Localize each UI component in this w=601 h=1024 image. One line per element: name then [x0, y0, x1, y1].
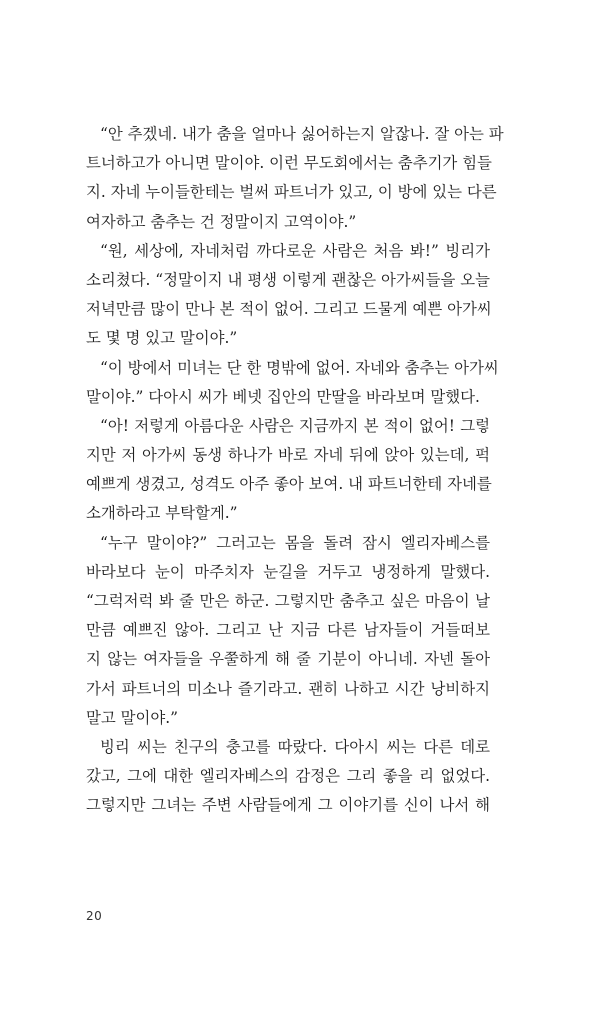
body-text: [86, 120, 504, 821]
text-line: 지. 자네 누이들한테는 벌써 파트너가 있고, 이 방에 있는 다른: [86, 183, 497, 202]
text-line: 예쁘게 생겼고, 성격도 아주 좋아 보여. 내 파트너한테 자네를: [86, 475, 492, 494]
page-number: 20: [86, 909, 103, 923]
text-line: 갔고, 그에 대한 엘리자베스의 감정은 그리 좋을 리 없었다.: [86, 767, 490, 786]
text-line: 소개하라고 부탁할게.”: [86, 504, 238, 523]
text-line: “원, 세상에, 자네처럼 까다로운 사람은 처음 봐!” 빙리가: [100, 241, 490, 260]
text-line: “그럭저럭 봐 줄 만은 하군. 그렇지만 춤추고 싶은 마음이 날: [86, 592, 490, 610]
text-line: 도 몇 명 있고 말이야.”: [86, 329, 238, 348]
text-line: 지만 저 아가씨 동생 하나가 바로 자네 뒤에 앉아 있는데, 퍽: [86, 446, 490, 465]
text-line: 빙리 씨는 친구의 충고를 따랐다. 다아시 씨는 다른 데로: [100, 737, 490, 756]
text-line: “아! 저렇게 아름다운 사람은 지금까지 본 적이 없어! 그렇: [100, 416, 490, 435]
text-line: 저녁만큼 많이 만나 본 적이 없어. 그리고 드물게 예쁜 아가씨: [86, 300, 492, 319]
text-line: 바라보다 눈이 마주치자 눈길을 거두고 냉정하게 말했다.: [86, 562, 490, 581]
text-line: 말이야.” 다아시 씨가 베넷 집안의 만딸을 바라보며 말했다.: [86, 387, 480, 406]
text-line: 소리쳤다. “정말이지 내 평생 이렇게 괜찮은 아가씨들을 오늘: [86, 270, 490, 289]
text-line: “안 추겠네. 내가 춤을 얼마나 싫어하는지 알잖나. 잘 아는 파: [100, 125, 504, 143]
text-line: 지 않는 여자들을 우쭐하게 해 줄 기분이 아니네. 자넨 돌아: [86, 650, 490, 669]
text-line: 말고 말이야.”: [86, 708, 178, 727]
paragraph-4: [86, 412, 490, 529]
paragraph-6: [86, 733, 490, 821]
text-line: 트너하고가 아니면 말이야. 이런 무도회에서는 춤추기가 힘들: [86, 154, 492, 173]
text-line: 가서 파트너의 미소나 즐기라고. 괜히 나하고 시간 낭비하지: [86, 679, 490, 698]
paragraph-2: [86, 237, 490, 354]
text-line: 만큼 예쁘진 않아. 그리고 난 지금 다른 남자들이 거들떠보: [86, 621, 490, 640]
paragraph-3: [86, 354, 499, 412]
text-line: “이 방에서 미녀는 단 한 명밖에 없어. 자네와 춤추는 아가씨: [100, 358, 499, 377]
text-line: “누구 말이야?” 그러고는 몸을 돌려 잠시 엘리자베스를: [100, 533, 490, 552]
paragraph-1: [86, 120, 504, 237]
text-line: 그렇지만 그녀는 주변 사람들에게 그 이야기를 신이 나서 해: [86, 796, 490, 815]
text-line: 여자하고 춤추는 건 정말이지 고역이야.”: [86, 212, 357, 231]
paragraph-5: [86, 529, 490, 733]
